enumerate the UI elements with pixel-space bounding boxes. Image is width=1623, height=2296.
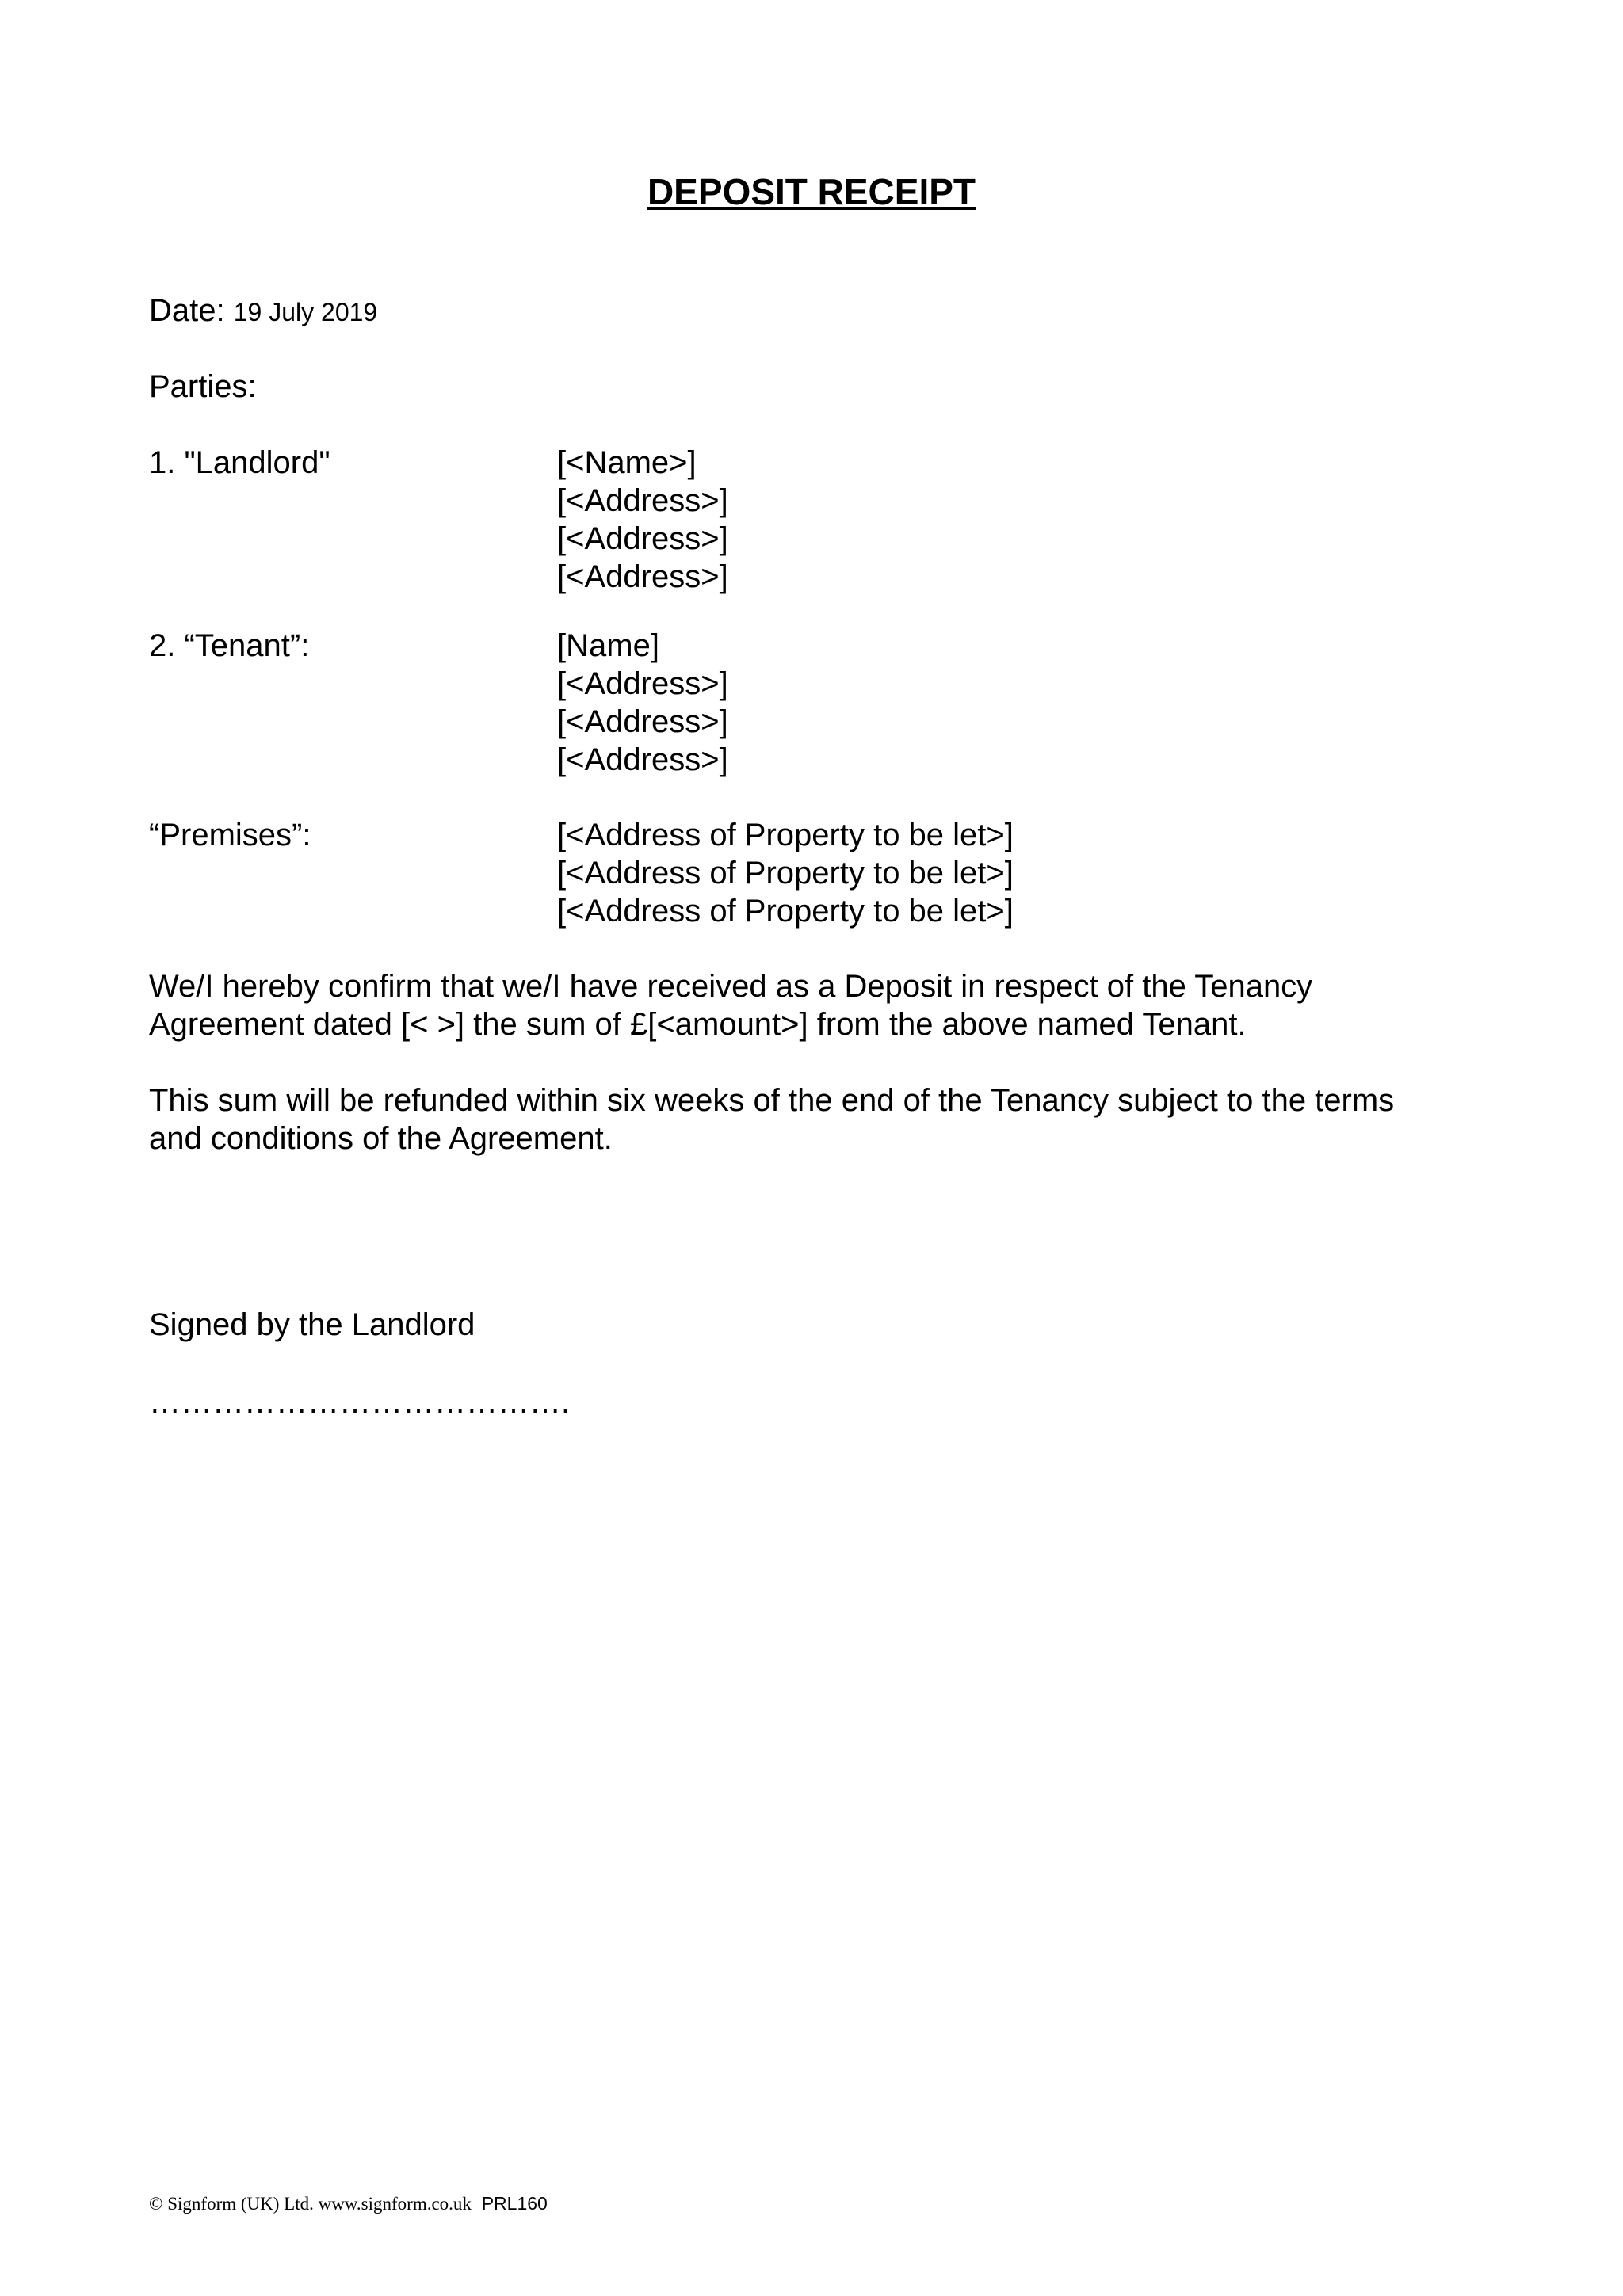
- footer: [149, 2191, 548, 2216]
- landlord-address-line: [<Address>]: [557, 559, 728, 594]
- premises-address-line: [<Address of Property to be let>]: [557, 894, 1014, 929]
- footer-copyright: © Signform (UK) Ltd. www.signform.co.uk: [149, 2194, 472, 2214]
- tenant-label: 2. “Tenant”:: [149, 628, 310, 663]
- signature-line: ………………………………….: [149, 1385, 571, 1420]
- paragraph-line: We/I hereby confirm that we/I have received as a Deposit in respect of the Tenancy: [149, 969, 1313, 1004]
- landlord-name: [<Name>]: [557, 445, 697, 480]
- date-value: 19 July 2019: [233, 298, 378, 326]
- landlord-details: [557, 444, 728, 596]
- tenant-details: [557, 627, 728, 779]
- footer-code: PRL160: [481, 2193, 548, 2214]
- signed-label: Signed by the Landlord: [149, 1307, 475, 1342]
- landlord-address-line: [<Address>]: [557, 483, 728, 518]
- premises-address-line: [<Address of Property to be let>]: [557, 818, 1014, 852]
- landlord-address-line: [<Address>]: [557, 521, 728, 556]
- paragraph-line: This sum will be refunded within six weeks of the end of the Tenancy subject to the terms: [149, 1083, 1395, 1118]
- tenant-address-line: [<Address>]: [557, 666, 728, 701]
- paragraph-line: and conditions of the Agreement.: [149, 1121, 613, 1156]
- parties-label: Parties:: [149, 369, 257, 404]
- tenant-address-line: [<Address>]: [557, 742, 728, 777]
- landlord-label: 1. "Landlord": [149, 445, 330, 480]
- premises-address-line: [<Address of Property to be let>]: [557, 856, 1014, 891]
- paragraph-line: Agreement dated [< >] the sum of £[<amount>] from the above named Tenant.: [149, 1007, 1247, 1042]
- premises-label: “Premises”:: [149, 818, 311, 852]
- tenant-name: [Name]: [557, 628, 659, 663]
- tenant-address-line: [<Address>]: [557, 704, 728, 739]
- date-label: Date:: [149, 293, 225, 328]
- date-line: [149, 292, 377, 331]
- refund-paragraph: [149, 1081, 1496, 1158]
- premises-details: [557, 816, 1014, 930]
- document-title: DEPOSIT RECEIPT: [647, 171, 976, 212]
- confirmation-paragraph: [149, 967, 1496, 1043]
